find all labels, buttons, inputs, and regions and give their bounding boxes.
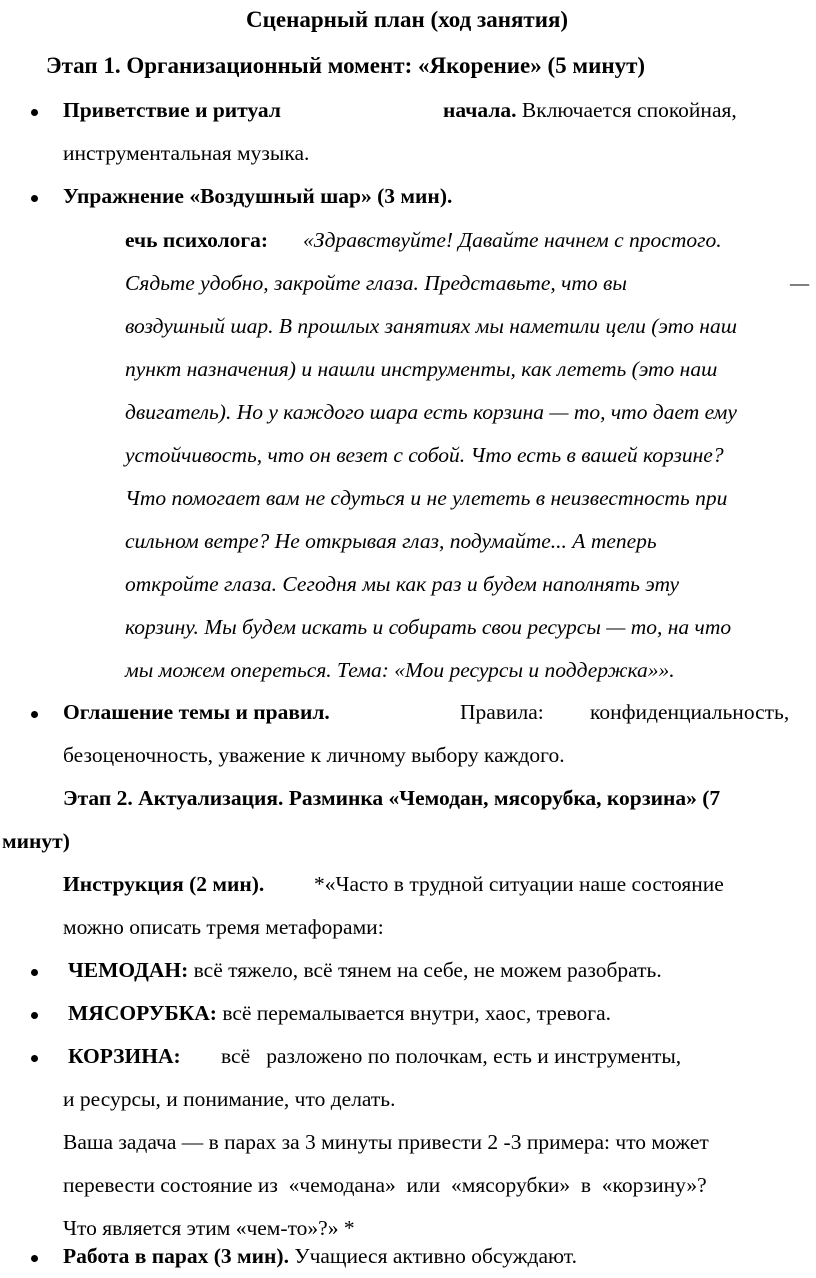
rules-text: безоценочность, уважение к личному выбору каждого.	[63, 743, 565, 767]
stage-2-heading-cont: минут)	[2, 829, 70, 853]
stage-2-heading: Этап 2. Актуализация. Разминка «Чемодан, мясорубка, корзина» (7	[63, 786, 721, 810]
instruction-text: можно описать тремя метафорами:	[63, 915, 384, 939]
bullet-marker	[31, 1012, 38, 1019]
speech-line: воздушный шар. В прошлых занятиях мы наметили цели (это наш	[125, 314, 737, 338]
instruction-text: *«Часто в трудной ситуации наше состояние	[314, 872, 724, 896]
speech-line: корзину. Мы будем искать и собирать свои ресурсы — то, на что	[125, 615, 732, 639]
greeting-line-1	[63, 100, 281, 122]
task-line: перевести состояние из «чемодана» или «мясорубки» в «корзину»?	[63, 1173, 707, 1197]
bullet-marker	[31, 109, 38, 116]
metaphor-text: всё перемалывается внутри, хаос, тревога.	[216, 1001, 612, 1025]
bullet-marker	[31, 969, 38, 976]
rules-label: Правила:	[460, 700, 544, 724]
speech-line: Сядьте удобно, закройте глаза. Представьте, что вы	[125, 271, 627, 295]
bullet-marker	[31, 1255, 38, 1262]
speech-line: сильном ветре? Не открывая глаз, подумайте... А теперь	[125, 529, 657, 553]
metaphor-name: ЧЕМОДАН:	[68, 958, 189, 982]
exercise-heading: Упражнение «Воздушный шар» (3 мин).	[63, 184, 453, 208]
speech-line: устойчивость, что он везет с собой. Что есть в вашей корзине?	[125, 443, 724, 467]
metaphor-name: МЯСОРУБКА:	[68, 1001, 217, 1025]
greeting-text-a: Включается спокойная,	[516, 98, 737, 122]
page-title: Сценарный план (ход занятия)	[246, 7, 569, 32]
bullet-marker	[31, 711, 38, 718]
speech-dash: —	[790, 271, 810, 295]
metaphor-text: всё тяжело, всё тянем на себе, не можем разобрать.	[188, 958, 662, 982]
metaphor-text: и ресурсы, и понимание, что делать.	[63, 1087, 396, 1111]
speech-line: мы можем опереться. Тема: «Мои ресурсы и поддержка»».	[125, 658, 675, 682]
bullet-marker	[31, 1055, 38, 1062]
metaphor-item	[68, 1003, 611, 1025]
speech-line: откройте глаза. Сегодня мы как раз и будем наполнять эту	[125, 572, 680, 596]
rules-bold: Оглашение темы и правил.	[63, 700, 330, 724]
task-line: Что является этим «чем-то»?» *	[63, 1216, 355, 1240]
speech-label: ечь психолога:	[125, 228, 269, 252]
rules-item: конфиденциальность,	[590, 700, 790, 724]
greeting-bold-b: начала.	[443, 98, 517, 122]
metaphor-item	[68, 960, 662, 982]
speech-line: двигатель). Но у каждого шара есть корзина — то, что дает ему	[125, 400, 737, 424]
pair-work	[63, 1246, 577, 1268]
metaphor-text: всё разложено по полочкам, есть и инструменты,	[221, 1044, 682, 1068]
greeting-text-b: инструментальная музыка.	[63, 141, 310, 165]
speech-line: «Здравствуйте! Давайте начнем с простого.	[303, 228, 722, 252]
stage-1-heading: Этап 1. Организационный момент: «Якорение» (5 минут)	[46, 53, 646, 78]
pair-work-bold: Работа в парах (3 мин).	[63, 1244, 289, 1268]
greeting-bold-a: Приветствие и ритуал	[63, 98, 281, 122]
metaphor-name: КОРЗИНА:	[68, 1044, 181, 1068]
task-line: Ваша задача — в парах за 3 минуты привести 2 -3 примера: что может	[63, 1130, 709, 1154]
speech-line: пункт назначения) и нашли инструменты, как лететь (это наш	[125, 357, 718, 381]
pair-work-text: Учащиеся активно обсуждают.	[288, 1244, 577, 1268]
instruction-bold: Инструкция (2 мин).	[63, 872, 265, 896]
bullet-marker	[31, 195, 38, 202]
greeting-line-1b	[443, 100, 737, 122]
speech-line: Что помогает вам не сдуться и не улететь в неизвестность при	[125, 486, 728, 510]
